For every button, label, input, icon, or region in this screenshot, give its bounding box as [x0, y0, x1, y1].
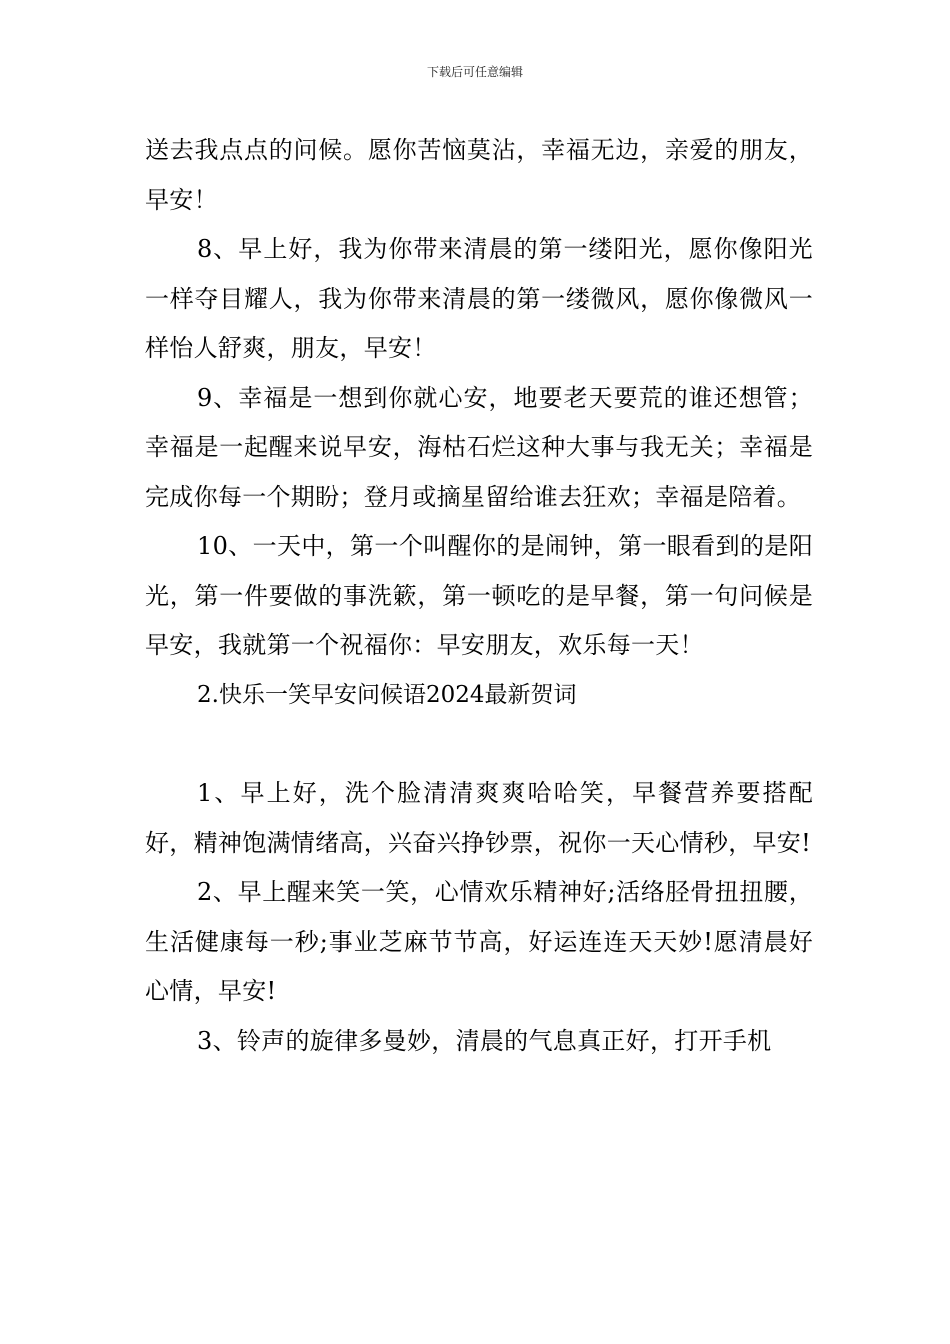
- paragraph-item-10: 10、一天中，第一个叫醒你的是闹钟，第一眼看到的是阳光，第一件要做的事洗簌，第一顿吃的是早餐，第一句问候是早安，我就第一个祝福你：早安朋友，欢乐每一天！: [145, 532, 813, 659]
- paragraph-item-8: 8、早上好，我为你带来清晨的第一缕阳光，愿你像阳光一样夺目耀人，我为你带来清晨的第一缕微风，愿你像微风一样怡人舒爽，朋友，早安！: [145, 235, 813, 362]
- section-item-2: 2、早上醒来笑一笑，心情欢乐精神好;活络胫骨扭扭腰，生活健康每一秒;事业芝麻节节高，好运连连天天妙!愿清晨好心情，早安!: [145, 878, 813, 1005]
- paragraph-item-9: 9、幸福是一想到你就心安，地要老天要荒的谁还想管；幸福是一起醒来说早安，海枯石烂这种大事与我无关；幸福是完成你每一个期盼；登月或摘星留给谁去狂欢；幸福是陪着。: [145, 383, 813, 511]
- section-item-1: 1、早上好，洗个脸清清爽爽哈哈笑，早餐营养要搭配好，精神饱满情绪高，兴奋兴挣钞票，祝你一天心情秒，早安!: [145, 779, 813, 857]
- section-heading: 2.快乐一笑早安问候语2024最新贺词: [197, 681, 577, 708]
- document-body: [145, 126, 813, 1066]
- page-header: 下载后可任意编辑: [426, 65, 523, 79]
- section-item-3: 3、铃声的旋律多曼妙，清晨的气息真正好，打开手机: [197, 1026, 772, 1055]
- paragraph-continuation: 送去我点点的问候。愿你苦恼莫沾，幸福无边，亲爱的朋友，早安！: [145, 136, 813, 214]
